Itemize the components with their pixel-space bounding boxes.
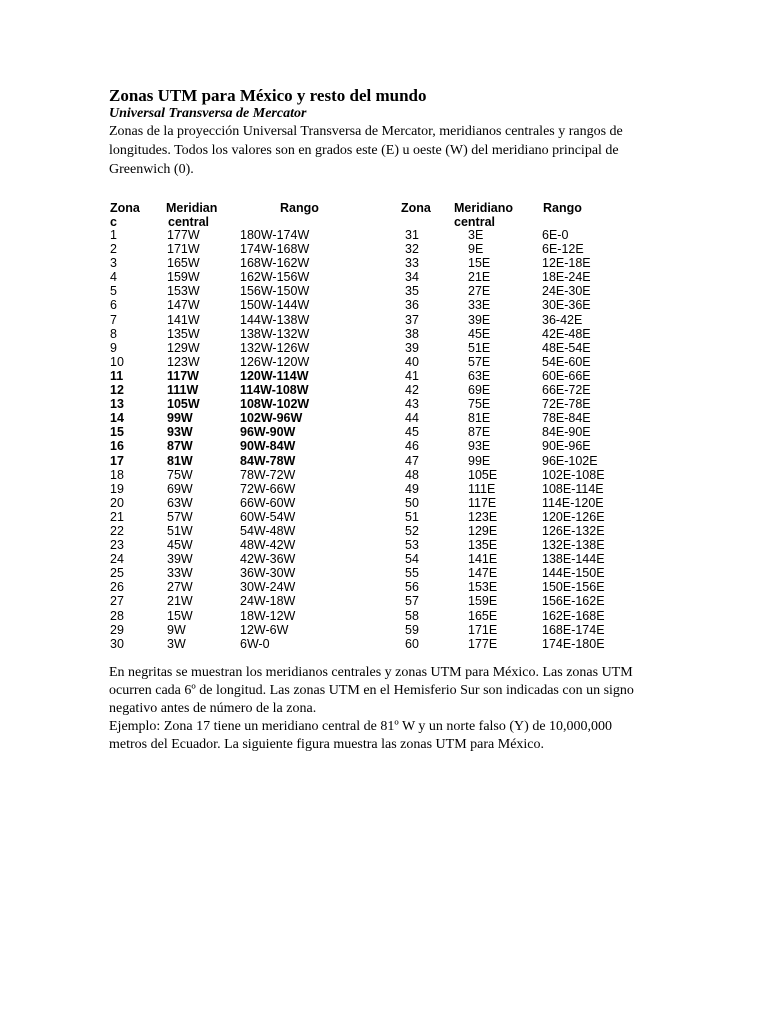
zone-left: 28 [110, 608, 124, 623]
header-meridiano-left-cont: central [168, 215, 209, 229]
zone-left: 17 [110, 453, 124, 468]
range-right: 84E-90E [542, 425, 591, 440]
meridian-right: 141E [468, 552, 498, 567]
meridian-right: 177E [468, 636, 498, 651]
table-row [0, 439, 768, 453]
zone-right: 49 [405, 481, 419, 496]
range-left: 90W-84W [240, 439, 296, 454]
range-left: 138W-132W [240, 326, 310, 341]
meridian-right: 39E [468, 312, 491, 327]
range-left: 30W-24W [240, 580, 296, 595]
meridian-right: 93E [468, 439, 491, 454]
range-left: 162W-156W [240, 270, 310, 285]
meridian-left: 177W [167, 228, 200, 242]
table-row [0, 411, 768, 425]
zone-right: 58 [405, 608, 419, 623]
header-meridiano-right: Meridiano [454, 201, 514, 215]
meridian-right: 105E [468, 467, 498, 482]
meridian-right: 117E [468, 495, 497, 510]
table-row [0, 369, 768, 383]
range-right: 150E-156E [542, 580, 605, 595]
meridian-right: 33E [468, 298, 491, 313]
meridian-left: 21W [167, 594, 193, 609]
range-left: 174W-168W [240, 242, 310, 257]
zone-right: 43 [405, 397, 419, 412]
meridian-left: 51W [167, 523, 193, 538]
meridian-right: 87E [468, 425, 491, 440]
zone-left: 23 [110, 538, 124, 553]
meridian-left: 159W [167, 270, 200, 285]
zone-right: 35 [405, 284, 419, 299]
table-row [0, 552, 768, 566]
range-left: 36W-30W [240, 566, 296, 581]
range-left: 48W-42W [240, 538, 296, 553]
header-zona-left-cont: c [110, 215, 117, 229]
zone-left: 20 [110, 495, 124, 510]
meridian-left: 93W [167, 425, 193, 440]
table-row [0, 284, 768, 298]
header-meridiano-left: Meridian [166, 201, 218, 215]
zone-left: 30 [110, 636, 124, 651]
table-row [0, 609, 768, 623]
range-left: 120W-114W [240, 368, 309, 383]
zone-right: 37 [405, 312, 419, 327]
range-right: 126E-132E [542, 523, 605, 538]
meridian-left: 9W [167, 622, 186, 637]
meridian-left: 45W [167, 538, 193, 553]
table-row [0, 468, 768, 482]
range-left: 144W-138W [240, 312, 310, 327]
table-row [0, 397, 768, 411]
zone-right: 45 [405, 425, 419, 440]
zone-right: 36 [405, 298, 419, 313]
zone-left: 13 [110, 397, 124, 412]
meridian-left: 57W [167, 509, 193, 524]
utm-zone-table [0, 228, 768, 651]
table-row [0, 228, 768, 242]
meridian-right: 81E [468, 411, 491, 426]
zone-right: 44 [405, 411, 419, 426]
zone-right: 53 [405, 538, 419, 553]
meridian-right: 129E [468, 523, 498, 538]
zone-left: 11 [110, 368, 124, 383]
table-row [0, 623, 768, 637]
zone-left: 10 [110, 354, 124, 369]
header-meridiano-right-cont: central [454, 215, 495, 229]
meridian-right: 171E [468, 622, 498, 637]
zone-left: 9 [110, 340, 117, 355]
meridian-right: 15E [468, 256, 491, 271]
meridian-right: 45E [468, 326, 491, 341]
range-right: 96E-102E [542, 453, 598, 468]
zone-right: 33 [405, 256, 419, 271]
zone-left: 16 [110, 439, 124, 454]
range-right: 12E-18E [542, 256, 591, 271]
zone-right: 60 [405, 636, 419, 651]
range-right: 168E-174E [542, 622, 605, 637]
meridian-right: 135E [468, 538, 498, 553]
outro-text [109, 664, 639, 754]
zone-right: 59 [405, 622, 419, 637]
meridian-right: 51E [468, 340, 491, 355]
zone-right: 50 [405, 495, 419, 510]
range-right: 120E-126E [542, 509, 605, 524]
range-right: 6E-12E [542, 242, 584, 257]
range-right: 108E-114E [542, 481, 604, 496]
range-left: 132W-126W [240, 340, 310, 355]
table-row [0, 327, 768, 341]
zone-left: 2 [110, 242, 117, 257]
header-zona-right: Zona [401, 201, 431, 215]
range-right: 36-42E [542, 312, 583, 327]
zone-right: 47 [405, 453, 419, 468]
zone-left: 15 [110, 425, 124, 440]
zone-right: 54 [405, 552, 419, 567]
zone-right: 34 [405, 270, 419, 285]
range-left: 54W-48W [240, 523, 296, 538]
range-left: 168W-162W [240, 256, 310, 271]
range-left: 72W-66W [240, 481, 296, 496]
range-left: 126W-120W [240, 354, 310, 369]
zone-left: 1 [110, 228, 117, 242]
meridian-left: 171W [167, 242, 200, 257]
zone-right: 31 [405, 228, 419, 242]
table-row [0, 496, 768, 510]
header-rango-right: Rango [543, 201, 582, 215]
meridian-left: 27W [167, 580, 193, 595]
table-row [0, 510, 768, 524]
meridian-left: 69W [167, 481, 193, 496]
meridian-right: 111E [468, 481, 496, 496]
table-row [0, 538, 768, 552]
zone-left: 14 [110, 411, 124, 426]
zone-left: 24 [110, 552, 124, 567]
zone-left: 19 [110, 481, 124, 496]
meridian-right: 27E [468, 284, 491, 299]
range-left: 150W-144W [240, 298, 310, 313]
range-left: 108W-102W [240, 397, 310, 412]
meridian-left: 105W [167, 397, 200, 412]
zone-right: 56 [405, 580, 419, 595]
meridian-right: 99E [468, 453, 491, 468]
range-right: 138E-144E [542, 552, 605, 567]
range-left: 180W-174W [240, 228, 310, 242]
meridian-right: 63E [468, 368, 491, 383]
meridian-right: 165E [468, 608, 498, 623]
meridian-left: 99W [167, 411, 193, 426]
range-right: 156E-162E [542, 594, 605, 609]
table-row [0, 242, 768, 256]
meridian-right: 147E [468, 566, 498, 581]
zone-right: 39 [405, 340, 419, 355]
range-left: 6W-0 [240, 636, 270, 651]
range-right: 78E-84E [542, 411, 591, 426]
meridian-right: 75E [468, 397, 491, 412]
range-left: 18W-12W [240, 608, 296, 623]
table-row [0, 482, 768, 496]
range-right: 18E-24E [542, 270, 591, 285]
range-right: 48E-54E [542, 340, 591, 355]
range-left: 66W-60W [240, 495, 296, 510]
range-left: 60W-54W [240, 509, 296, 524]
zone-right: 52 [405, 523, 419, 538]
table-row [0, 256, 768, 270]
zone-left: 3 [110, 256, 117, 271]
zone-left: 5 [110, 284, 117, 299]
range-left: 78W-72W [240, 467, 296, 482]
meridian-right: 57E [468, 354, 491, 369]
meridian-left: 87W [167, 439, 193, 454]
table-row [0, 566, 768, 580]
range-right: 114E-120E [542, 495, 604, 510]
range-right: 42E-48E [542, 326, 591, 341]
range-right: 174E-180E [542, 636, 605, 651]
zone-left: 18 [110, 467, 124, 482]
page-title: Zonas UTM para México y resto del mundo [109, 86, 427, 105]
range-right: 90E-96E [542, 439, 591, 454]
table-row [0, 524, 768, 538]
meridian-left: 135W [167, 326, 200, 341]
header-zona-left: Zona [110, 201, 140, 215]
range-right: 132E-138E [542, 538, 605, 553]
table-row [0, 594, 768, 608]
table-row [0, 580, 768, 594]
zone-right: 40 [405, 354, 419, 369]
page-subtitle: Universal Transversa de Mercator [109, 106, 307, 121]
table-row [0, 298, 768, 312]
table-row [0, 425, 768, 439]
table-row [0, 313, 768, 327]
range-right: 144E-150E [542, 566, 605, 581]
zone-left: 7 [110, 312, 117, 327]
header-rango-left: Rango [280, 201, 319, 215]
range-right: 30E-36E [542, 298, 591, 313]
zone-right: 42 [405, 383, 419, 398]
zone-left: 22 [110, 523, 124, 538]
zone-right: 41 [405, 368, 419, 383]
meridian-left: 117W [167, 368, 199, 383]
range-left: 24W-18W [240, 594, 296, 609]
range-right: 54E-60E [542, 354, 591, 369]
zone-left: 27 [110, 594, 124, 609]
zone-right: 48 [405, 467, 419, 482]
zone-right: 38 [405, 326, 419, 341]
range-left: 12W-6W [240, 622, 289, 637]
table-row [0, 355, 768, 369]
range-left: 96W-90W [240, 425, 296, 440]
zone-right: 32 [405, 242, 419, 257]
meridian-left: 141W [167, 312, 200, 327]
range-left: 42W-36W [240, 552, 296, 567]
zone-right: 55 [405, 566, 419, 581]
meridian-left: 3W [167, 636, 186, 651]
outro-paragraph-1: En negritas se muestran los meridianos centrales y zonas UTM para México. Las zonas UTM ocurren cada 6º de longitud. Las zonas UTM en el Hemisferio Sur son indicadas con un signo negativo antes de número de la zona. [109, 665, 634, 716]
meridian-left: 33W [167, 566, 193, 581]
zone-left: 4 [110, 270, 117, 285]
table-row [0, 383, 768, 397]
range-right: 24E-30E [542, 284, 591, 299]
outro-paragraph-2: Ejemplo: Zona 17 tiene un meridiano central de 81º W y un norte falso (Y) de 10,000,000 metros del Ecuador. La siguiente figura muestra las zonas UTM para México. [109, 719, 613, 752]
table-row [0, 637, 768, 651]
meridian-left: 147W [167, 298, 200, 313]
meridian-right: 123E [468, 509, 498, 524]
range-left: 102W-96W [240, 411, 303, 426]
meridian-left: 111W [167, 383, 199, 398]
zone-left: 6 [110, 298, 117, 313]
range-right: 6E-0 [542, 228, 569, 242]
meridian-right: 3E [468, 228, 484, 242]
range-right: 72E-78E [542, 397, 591, 412]
meridian-left: 123W [167, 354, 200, 369]
meridian-right: 159E [468, 594, 498, 609]
zone-left: 29 [110, 622, 124, 637]
meridian-left: 129W [167, 340, 200, 355]
meridian-right: 21E [468, 270, 491, 285]
meridian-right: 9E [468, 242, 484, 257]
table-row [0, 341, 768, 355]
table-row [0, 454, 768, 468]
meridian-left: 63W [167, 495, 193, 510]
range-right: 162E-168E [542, 608, 605, 623]
zone-left: 26 [110, 580, 124, 595]
zone-right: 57 [405, 594, 419, 609]
meridian-left: 39W [167, 552, 193, 567]
table-row [0, 270, 768, 284]
range-right: 66E-72E [542, 383, 591, 398]
zone-right: 46 [405, 439, 419, 454]
range-left: 114W-108W [240, 383, 309, 398]
intro-paragraph: Zonas de la proyección Universal Transversa de Mercator, meridianos centrales y rangos de longitudes. Todos los valores son en grados este (E) u oeste (W) del meridiano principal de Greenwich (0). [109, 124, 623, 177]
meridian-right: 69E [468, 383, 491, 398]
zone-right: 51 [405, 509, 419, 524]
range-left: 156W-150W [240, 284, 310, 299]
range-left: 84W-78W [240, 453, 296, 468]
meridian-left: 165W [167, 256, 200, 271]
meridian-left: 81W [167, 453, 193, 468]
meridian-right: 153E [468, 580, 498, 595]
range-right: 60E-66E [542, 368, 591, 383]
meridian-left: 15W [167, 608, 193, 623]
meridian-left: 153W [167, 284, 200, 299]
range-right: 102E-108E [542, 467, 605, 482]
zone-left: 8 [110, 326, 117, 341]
zone-left: 25 [110, 566, 124, 581]
zone-left: 21 [110, 509, 124, 524]
meridian-left: 75W [167, 467, 193, 482]
zone-left: 12 [110, 383, 124, 398]
